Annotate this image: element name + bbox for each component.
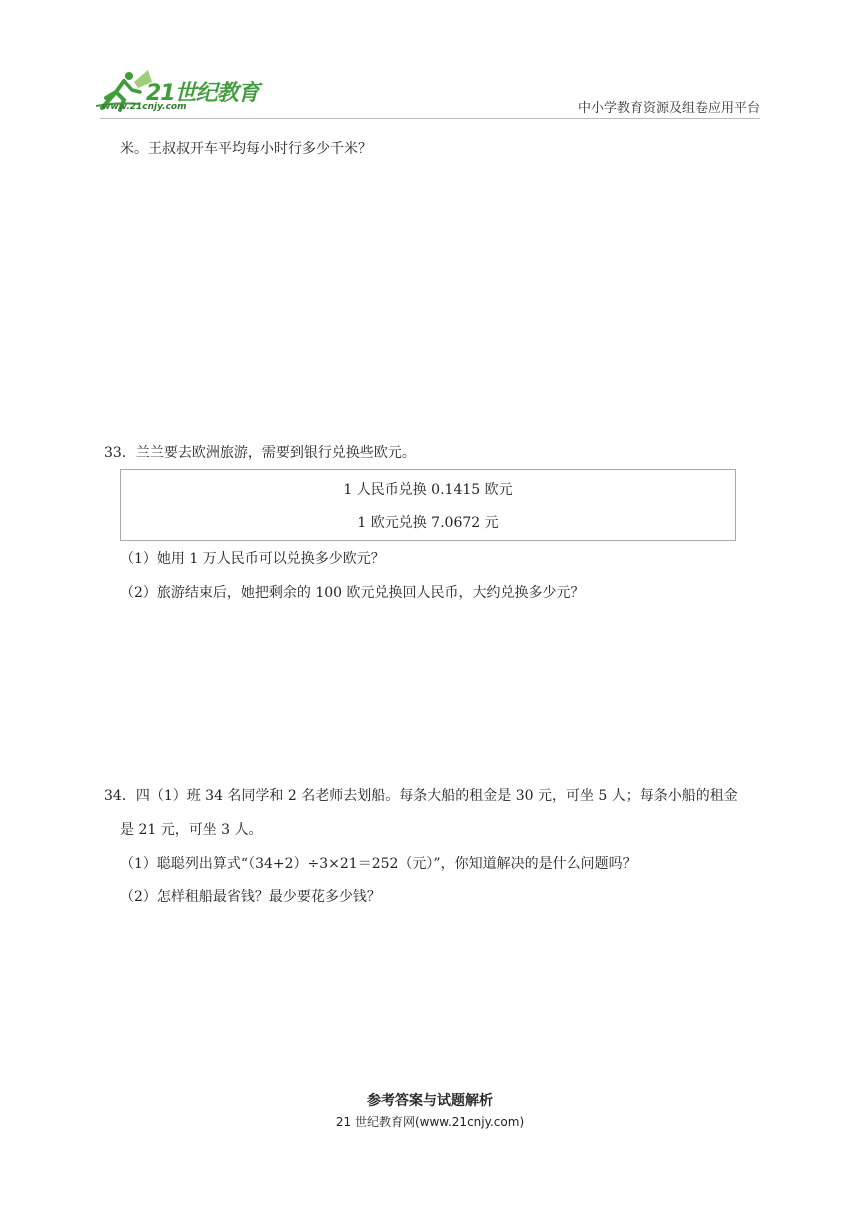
exchange-rate-line-1: 1 人民币兑换 0.1415 欧元 <box>343 482 513 498</box>
footer-site-text: 21 世纪教育网(www.21cnjy.com) <box>335 1115 525 1129</box>
question-33-sub-1: （1）她用 1 万人民币可以兑换多少欧元？ <box>120 551 385 567</box>
exchange-rate-box <box>120 469 736 541</box>
logo-text: 21世纪教育 <box>146 81 259 106</box>
header-platform-text: 中小学教育资源及组卷应用平台 <box>578 101 761 116</box>
question-34-stem-line-2: 是 21 元，可坐 3 人。 <box>120 822 263 838</box>
header-divider <box>100 118 760 119</box>
question-34-sub-1: （1）聪聪列出算式“（34+2）÷3×21＝252（元）”，你知道解决的是什么问题吗？ <box>120 856 637 872</box>
site-logo <box>96 68 266 114</box>
question-33-sub-2: （2）旅游结束后，她把剩余的 100 欧元兑换回人民币，大约兑换多少元？ <box>120 585 585 601</box>
answers-section-title: 参考答案与试题解析 <box>367 1093 493 1109</box>
question-34-stem-line-1: 34．四（1）班 34 名同学和 2 名老师去划船。每条大船的租金是 30 元，可坐 5 人；每条小船的租金 <box>104 788 738 804</box>
question-33-stem: 33．兰兰要去欧洲旅游，需要到银行兑换些欧元。 <box>104 445 416 461</box>
question-34-sub-2: （2）怎样租船最省钱？最少要花多少钱？ <box>120 889 381 905</box>
question-32-tail: 米。王叔叔开车平均每小时行多少千米？ <box>120 141 372 157</box>
exchange-rate-line-2: 1 欧元兑换 7.0672 元 <box>357 515 499 531</box>
logo-url-text: www.21cnjy.com <box>102 102 187 112</box>
